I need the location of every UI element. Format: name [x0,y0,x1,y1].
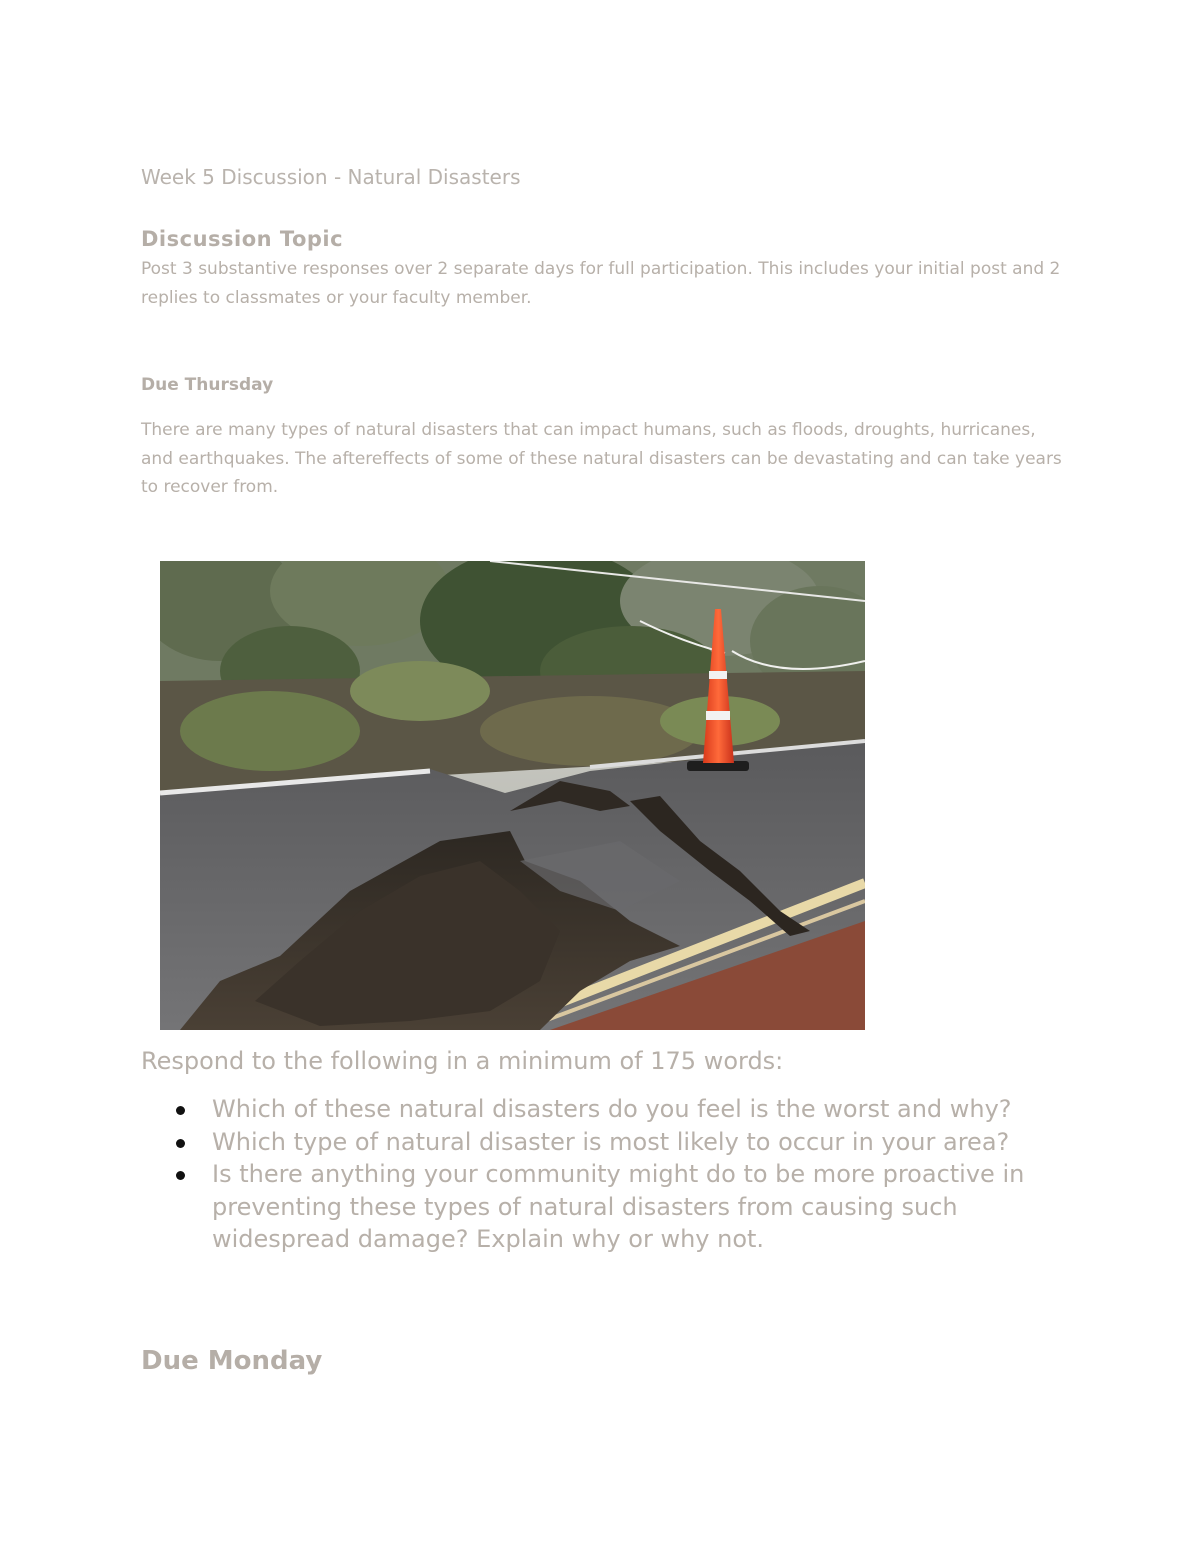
participation-instructions: Post 3 substantive responses over 2 separate days for full participation. This includes your initial post and 2 replies to classmates or your faculty member. [141,259,1061,308]
due-monday-heading: Due Monday [141,1346,323,1376]
discussion-topic-heading: Discussion Topic [141,227,344,251]
due-thursday-heading: Due Thursday [141,375,274,395]
question-text: Which type of natural disaster is most likely to occur in your area? [212,1127,1010,1156]
intro-paragraph: There are many types of natural disasters that can impact humans, such as floods, droughts, hurricanes, and earthquakes. The aftereffects of some of these natural disasters can be devastating and can take years to recover from. [141,420,1062,497]
question-list [170,1093,1070,1256]
question-text: Is there anything your community might do to be more proactive in preventing these types of natural disasters from causing such widespread damage? Explain why or why not. [212,1160,1025,1253]
list-item [170,1126,1070,1159]
document-title: Week 5 Discussion - Natural Disasters [141,165,521,189]
question-text: Which of these natural disasters do you feel is the worst and why? [212,1095,1012,1123]
list-item [170,1158,1070,1256]
bullet-icon [176,1171,185,1180]
bullet-icon [176,1139,185,1148]
list-item [170,1093,1070,1126]
earthquake-road-crack-photo [160,561,865,1030]
bullet-icon [176,1106,185,1115]
response-prompt: Respond to the following in a minimum of 175 words: [141,1047,784,1075]
